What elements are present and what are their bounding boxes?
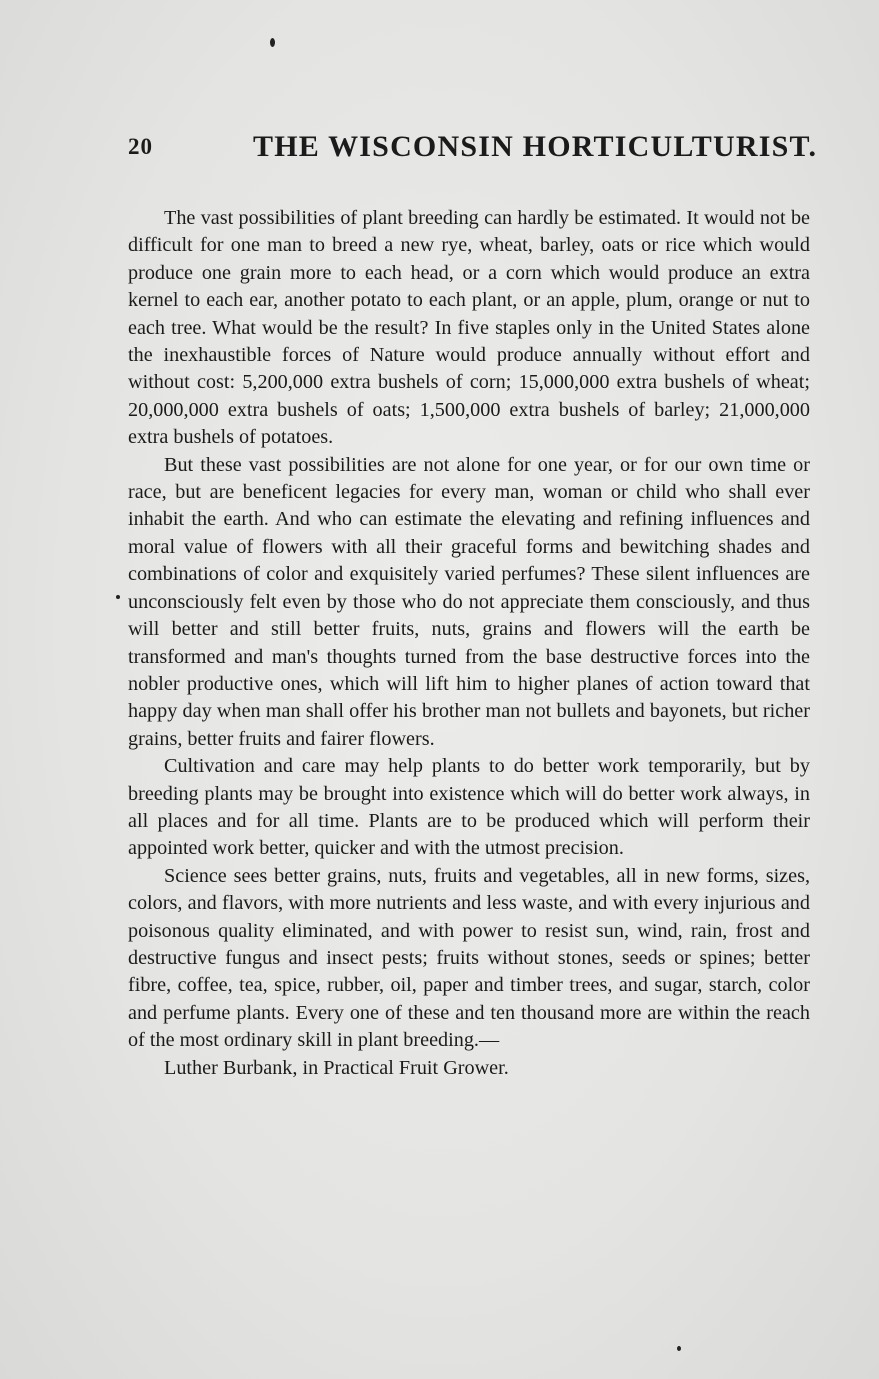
paragraph-3: Cultivation and care may help plants to do better work temporarily, but by breeding plants may be brought into existence which will do better work always, in all places and for all time. Plants are to be produced which will perform their appointed work better, quicker and with the utmost precision. [128,755,810,860]
paragraph-1: The vast possibilities of plant breeding can hardly be estimated. It would not be difficult for one man to breed a new rye, wheat, barley, oats or rice which would produce one grain more to each head, or a corn which would produce an extra kernel to each ear, another potato to each plant, or an apple, plum, orange or nut to each tree. What would be the result? In five staples only in the United States alone the inexhaustible forces of Nature would produce annually without effort and without cost: 5,200,000 extra bushels of corn; 15,000,000 extra bushels of wheat; 20,000,000 extra bushels of oats; 1,500,000 extra bushels of barley; 21,000,000 extra bushels of potatoes. [128,207,810,449]
running-title: THE WISCONSIN HORTICULTURIST. [253,130,818,163]
page-number: 20 [128,134,153,159]
ink-speck-bottom [677,1346,681,1351]
paragraph-4: Science sees better grains, nuts, fruits and vegetables, all in new forms, sizes, colors, and flavors, with more nutrients and less waste, and with every injurious and poisonous quality eliminated, and with power to resist sun, wind, rain, frost and destructive fungus and insect pests; fruits without stones, seeds or spines; better fibre, coffee, tea, spice, rubber, oil, paper and timber trees, and sugar, starch, color and perfume plants. Every one of these and ten thousand more are within the reach of the most ordinary skill in plant breeding.— [128,864,810,1052]
article-body [128,205,810,1082]
ink-speck-top [270,38,275,47]
attribution: Luther Burbank, in Practical Fruit Grower. [164,1056,509,1079]
page-header [128,130,818,170]
ink-speck-margin [116,595,120,599]
paragraph-2: But these vast possibilities are not alone for one year, or for our own time or race, but are beneficent legacies for every man, woman or child who shall ever inhabit the earth. And who can estimate the elevating and refining influences and moral value of flowers with all their graceful forms and bewitching shades and combinations of color and exquisitely varied perfumes? These silent influences are unconsciously felt even by those who do not appreciate them consciously, and thus will better and still better fruits, nuts, grains and flowers will the earth be transformed and man's thoughts turned from the base destructive forces into the nobler productive ones, which will lift him to higher planes of action toward that happy day when man shall offer his brother man not bullets and bayonets, but richer grains, better fruits and fairer flowers. [128,453,810,750]
